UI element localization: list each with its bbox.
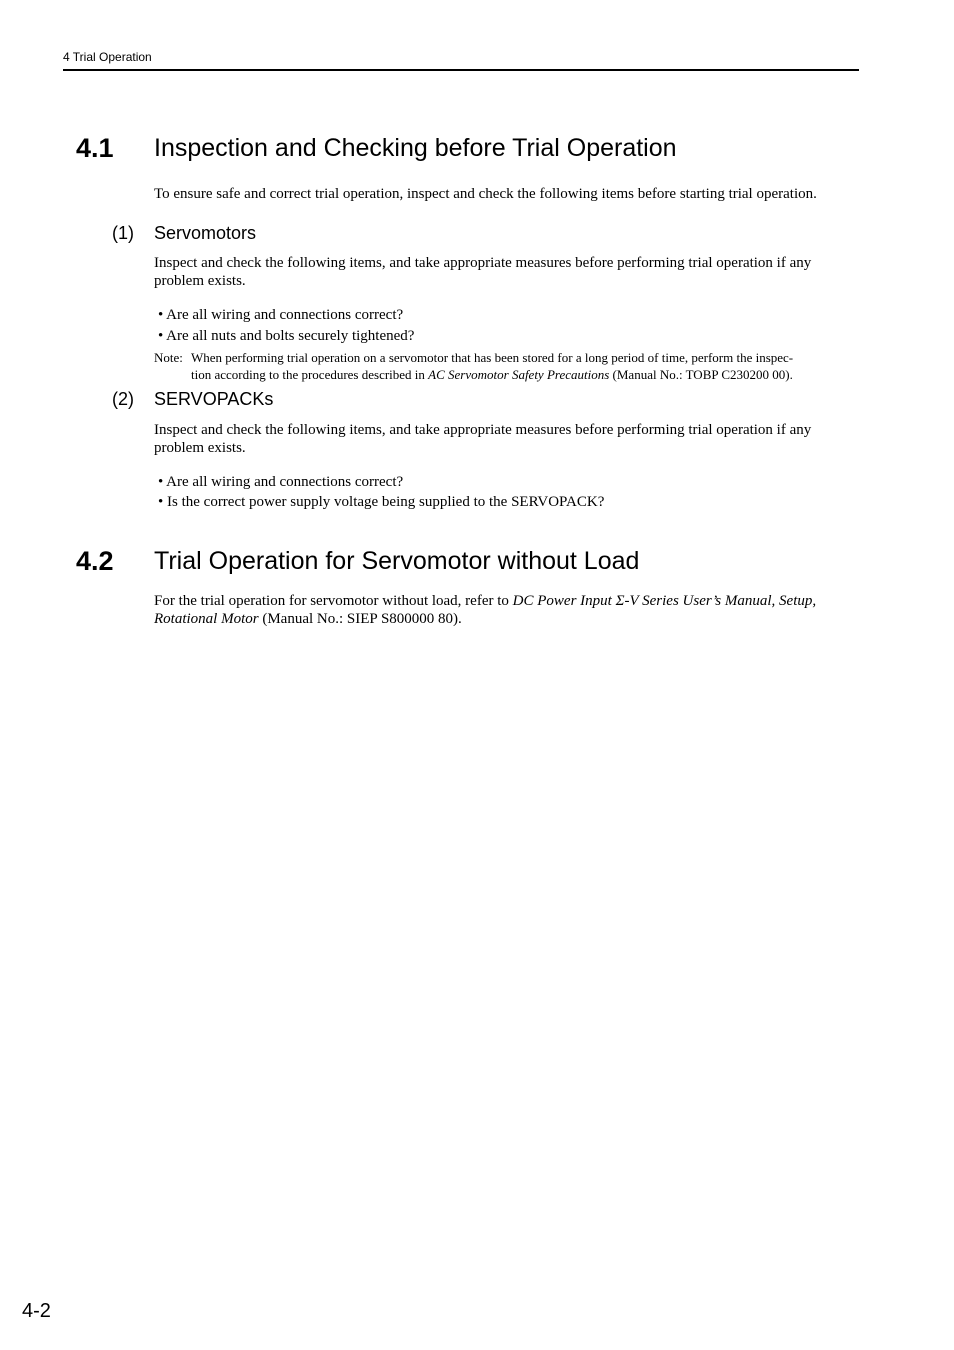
section-4-2-title: Trial Operation for Servomotor without Load [154, 547, 640, 575]
list-item: • Is the correct power supply voltage being supplied to the SERVOPACK? [158, 494, 605, 510]
subsection-2-title: SERVOPACKs [154, 389, 274, 409]
section-4-1-title: Inspection and Checking before Trial Operation [154, 134, 677, 162]
section-4-2-manual-number: (Manual No.: SIEP S800000 80). [258, 611, 462, 627]
note-line-1: When performing trial operation on a servomotor that has been stored for a long period of time, perform the inspec- [191, 350, 794, 365]
note-manual-title: AC Servomotor Safety Precautions [428, 367, 610, 382]
subsection-2-number: (2) [112, 389, 134, 409]
subsection-1-number: (1) [112, 223, 134, 243]
subsection-2-text: Inspect and check the following items, and take appropriate measures before performing trial operation if any problem exists. [154, 422, 812, 456]
section-4-2-number: 4.2 [76, 546, 114, 576]
note-manual-number: (Manual No.: TOBP C230200 00). [609, 367, 793, 382]
section-4-1-intro: To ensure safe and correct trial operation, inspect and check the following items before starting trial operation. [154, 186, 817, 202]
list-item: • Are all wiring and connections correct? [158, 307, 404, 323]
section-4-2-text-lead: For the trial operation for servomotor without load, refer to [154, 593, 513, 609]
list-item: • Are all wiring and connections correct? [158, 474, 404, 490]
subsection-1-title: Servomotors [154, 223, 257, 243]
section-4-2-manual-title: DC Power Input Σ-V Series User’s Manual, Setup, Rotational Motor [154, 593, 817, 627]
subsection-1-text: Inspect and check the following items, and take appropriate measures before performing trial operation if any problem exists. [154, 255, 812, 289]
page-number: 4-2 [22, 1300, 51, 1322]
note-line-2 [191, 366, 793, 383]
section-4-1-number: 4.1 [76, 133, 114, 163]
running-head: 4 Trial Operation [63, 50, 152, 64]
header-rule [63, 69, 859, 71]
note-label: Note: [154, 350, 183, 365]
list-item: • Are all nuts and bolts securely tightened? [158, 328, 415, 344]
section-4-2-text [154, 592, 862, 628]
note-line-2-text: tion according to the procedures described in [191, 367, 429, 382]
